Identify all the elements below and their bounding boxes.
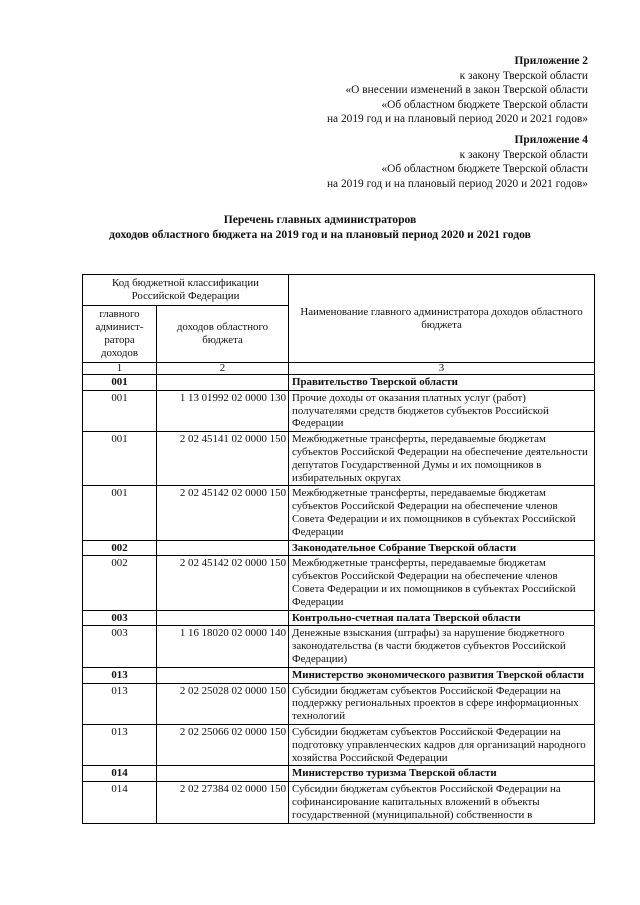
income-code-cell: 2 02 25028 02 0000 150 <box>157 683 289 724</box>
admin-code-cell: 001 <box>83 390 157 431</box>
income-code-cell: 2 02 45142 02 0000 150 <box>157 556 289 610</box>
document-title-line: Перечень главных администраторов <box>223 213 417 226</box>
administrator-name-cell: Субсидии бюджетам субъектов Российской Федерации на подготовку управленческих кадров для организаций народного хозяйства Российской Федерации <box>289 724 595 765</box>
appendix-4-line: «Об областном бюджете Тверской области <box>381 163 588 176</box>
income-code-cell: 2 02 45142 02 0000 150 <box>157 486 289 540</box>
administrator-name-cell: Денежные взыскания (штрафы) за нарушение бюджетного законодательства (в части бюджетов субъектов Российской Федерации) <box>289 626 595 667</box>
appendix-4-line: к закону Тверской области <box>459 148 588 161</box>
column-number: 1 <box>83 363 157 375</box>
admin-code-cell: 003 <box>83 610 157 626</box>
appendix-4-heading: Приложение 4 <box>514 134 588 146</box>
appendix-2-line: на 2019 год и на плановый период 2020 и 2021 годов» <box>326 113 588 126</box>
code-group-header: Код бюджетной классификации Российской Федерации <box>83 275 289 306</box>
admin-code-cell: 003 <box>83 626 157 667</box>
income-code-cell: 2 02 25066 02 0000 150 <box>157 724 289 765</box>
administrator-group-row <box>83 667 595 683</box>
table-header-row <box>83 275 595 306</box>
column-number: 3 <box>289 363 595 375</box>
admin-code-cell: 001 <box>83 486 157 540</box>
appendix-4-line: на 2019 год и на плановый период 2020 и 2021 годов» <box>326 177 588 190</box>
admin-code-cell: 013 <box>83 683 157 724</box>
admin-code-cell: 014 <box>83 766 157 782</box>
income-code-cell <box>157 766 289 782</box>
admin-column-header: главного админист-ратора доходов <box>83 306 157 363</box>
admin-code-cell: 001 <box>83 375 157 391</box>
administrator-name-cell: Субсидии бюджетам субъектов Российской Федерации на поддержку региональных проектов в сфере информационных технологий <box>289 683 595 724</box>
appendix-2-line: «О внесении изменений в закон Тверской области <box>345 84 588 97</box>
document-title <box>0 213 640 242</box>
admin-code-cell: 013 <box>83 667 157 683</box>
income-item-row <box>83 486 595 540</box>
administrator-group-row <box>83 610 595 626</box>
administrator-name-cell: Контрольно-счетная палата Тверской области <box>289 610 595 626</box>
appendix-4-block <box>327 133 588 191</box>
administrator-group-row <box>83 375 595 391</box>
income-code-cell: 1 16 18020 02 0000 140 <box>157 626 289 667</box>
income-code-cell: 2 02 27384 02 0000 150 <box>157 782 289 823</box>
administrator-name-cell: Министерство туризма Тверской области <box>289 766 595 782</box>
administrator-name-cell: Межбюджетные трансферты, передаваемые бюджетам субъектов Российской Федерации на обеспечение деятельности депутатов Государственной Думы и их помощников в избирательных округах <box>289 432 595 486</box>
column-number-row <box>83 363 595 375</box>
admin-code-cell: 001 <box>83 432 157 486</box>
document-title-line: доходов областного бюджета на 2019 год и на плановый период 2020 и 2021 годов <box>109 227 531 241</box>
income-code-cell: 2 02 45141 02 0000 150 <box>157 432 289 486</box>
administrator-name-cell: Правительство Тверской области <box>289 375 595 391</box>
income-item-row <box>83 683 595 724</box>
income-item-row <box>83 724 595 765</box>
administrator-group-row <box>83 766 595 782</box>
income-column-header: доходов областного бюджета <box>157 306 289 363</box>
income-code-cell <box>157 540 289 556</box>
income-item-row <box>83 626 595 667</box>
admin-code-cell: 002 <box>83 556 157 610</box>
administrator-name-cell: Министерство экономического развития Тверской области <box>289 667 595 683</box>
admin-code-cell: 014 <box>83 782 157 823</box>
appendix-2-line: к закону Тверской области <box>459 69 588 82</box>
name-column-header: Наименование главного администратора доходов областного бюджета <box>289 275 595 363</box>
income-code-cell <box>157 375 289 391</box>
income-code-cell <box>157 667 289 683</box>
appendix-2-block <box>327 54 588 127</box>
appendix-2-line: «Об областном бюджете Тверской области <box>381 98 588 111</box>
administrator-name-cell: Субсидии бюджетам субъектов Российской Федерации на софинансирование капитальных вложений в объекты государственной (муниципальной) собственности в <box>289 782 595 823</box>
administrator-name-cell: Межбюджетные трансферты, передаваемые бюджетам субъектов Российской Федерации на обеспечение членов Совета Федерации и их помощников в субъектах Российской Федерации <box>289 556 595 610</box>
income-item-row <box>83 782 595 823</box>
administrator-name-cell: Прочие доходы от оказания платных услуг (работ) получателями средств бюджетов субъектов Российской Федерации <box>289 390 595 431</box>
appendix-2-heading: Приложение 2 <box>514 55 588 67</box>
administrator-group-row <box>83 540 595 556</box>
administrators-table <box>82 274 595 824</box>
admin-code-cell: 013 <box>83 724 157 765</box>
administrator-name-cell: Межбюджетные трансферты, передаваемые бюджетам субъектов Российской Федерации на обеспечение членов Совета Федерации и их помощников в субъектах Российской Федерации <box>289 486 595 540</box>
income-item-row <box>83 390 595 431</box>
administrator-name-cell: Законодательное Собрание Тверской области <box>289 540 595 556</box>
income-item-row <box>83 556 595 610</box>
income-code-cell: 1 13 01992 02 0000 130 <box>157 390 289 431</box>
income-item-row <box>83 432 595 486</box>
admin-code-cell: 002 <box>83 540 157 556</box>
column-number: 2 <box>157 363 289 375</box>
income-code-cell <box>157 610 289 626</box>
